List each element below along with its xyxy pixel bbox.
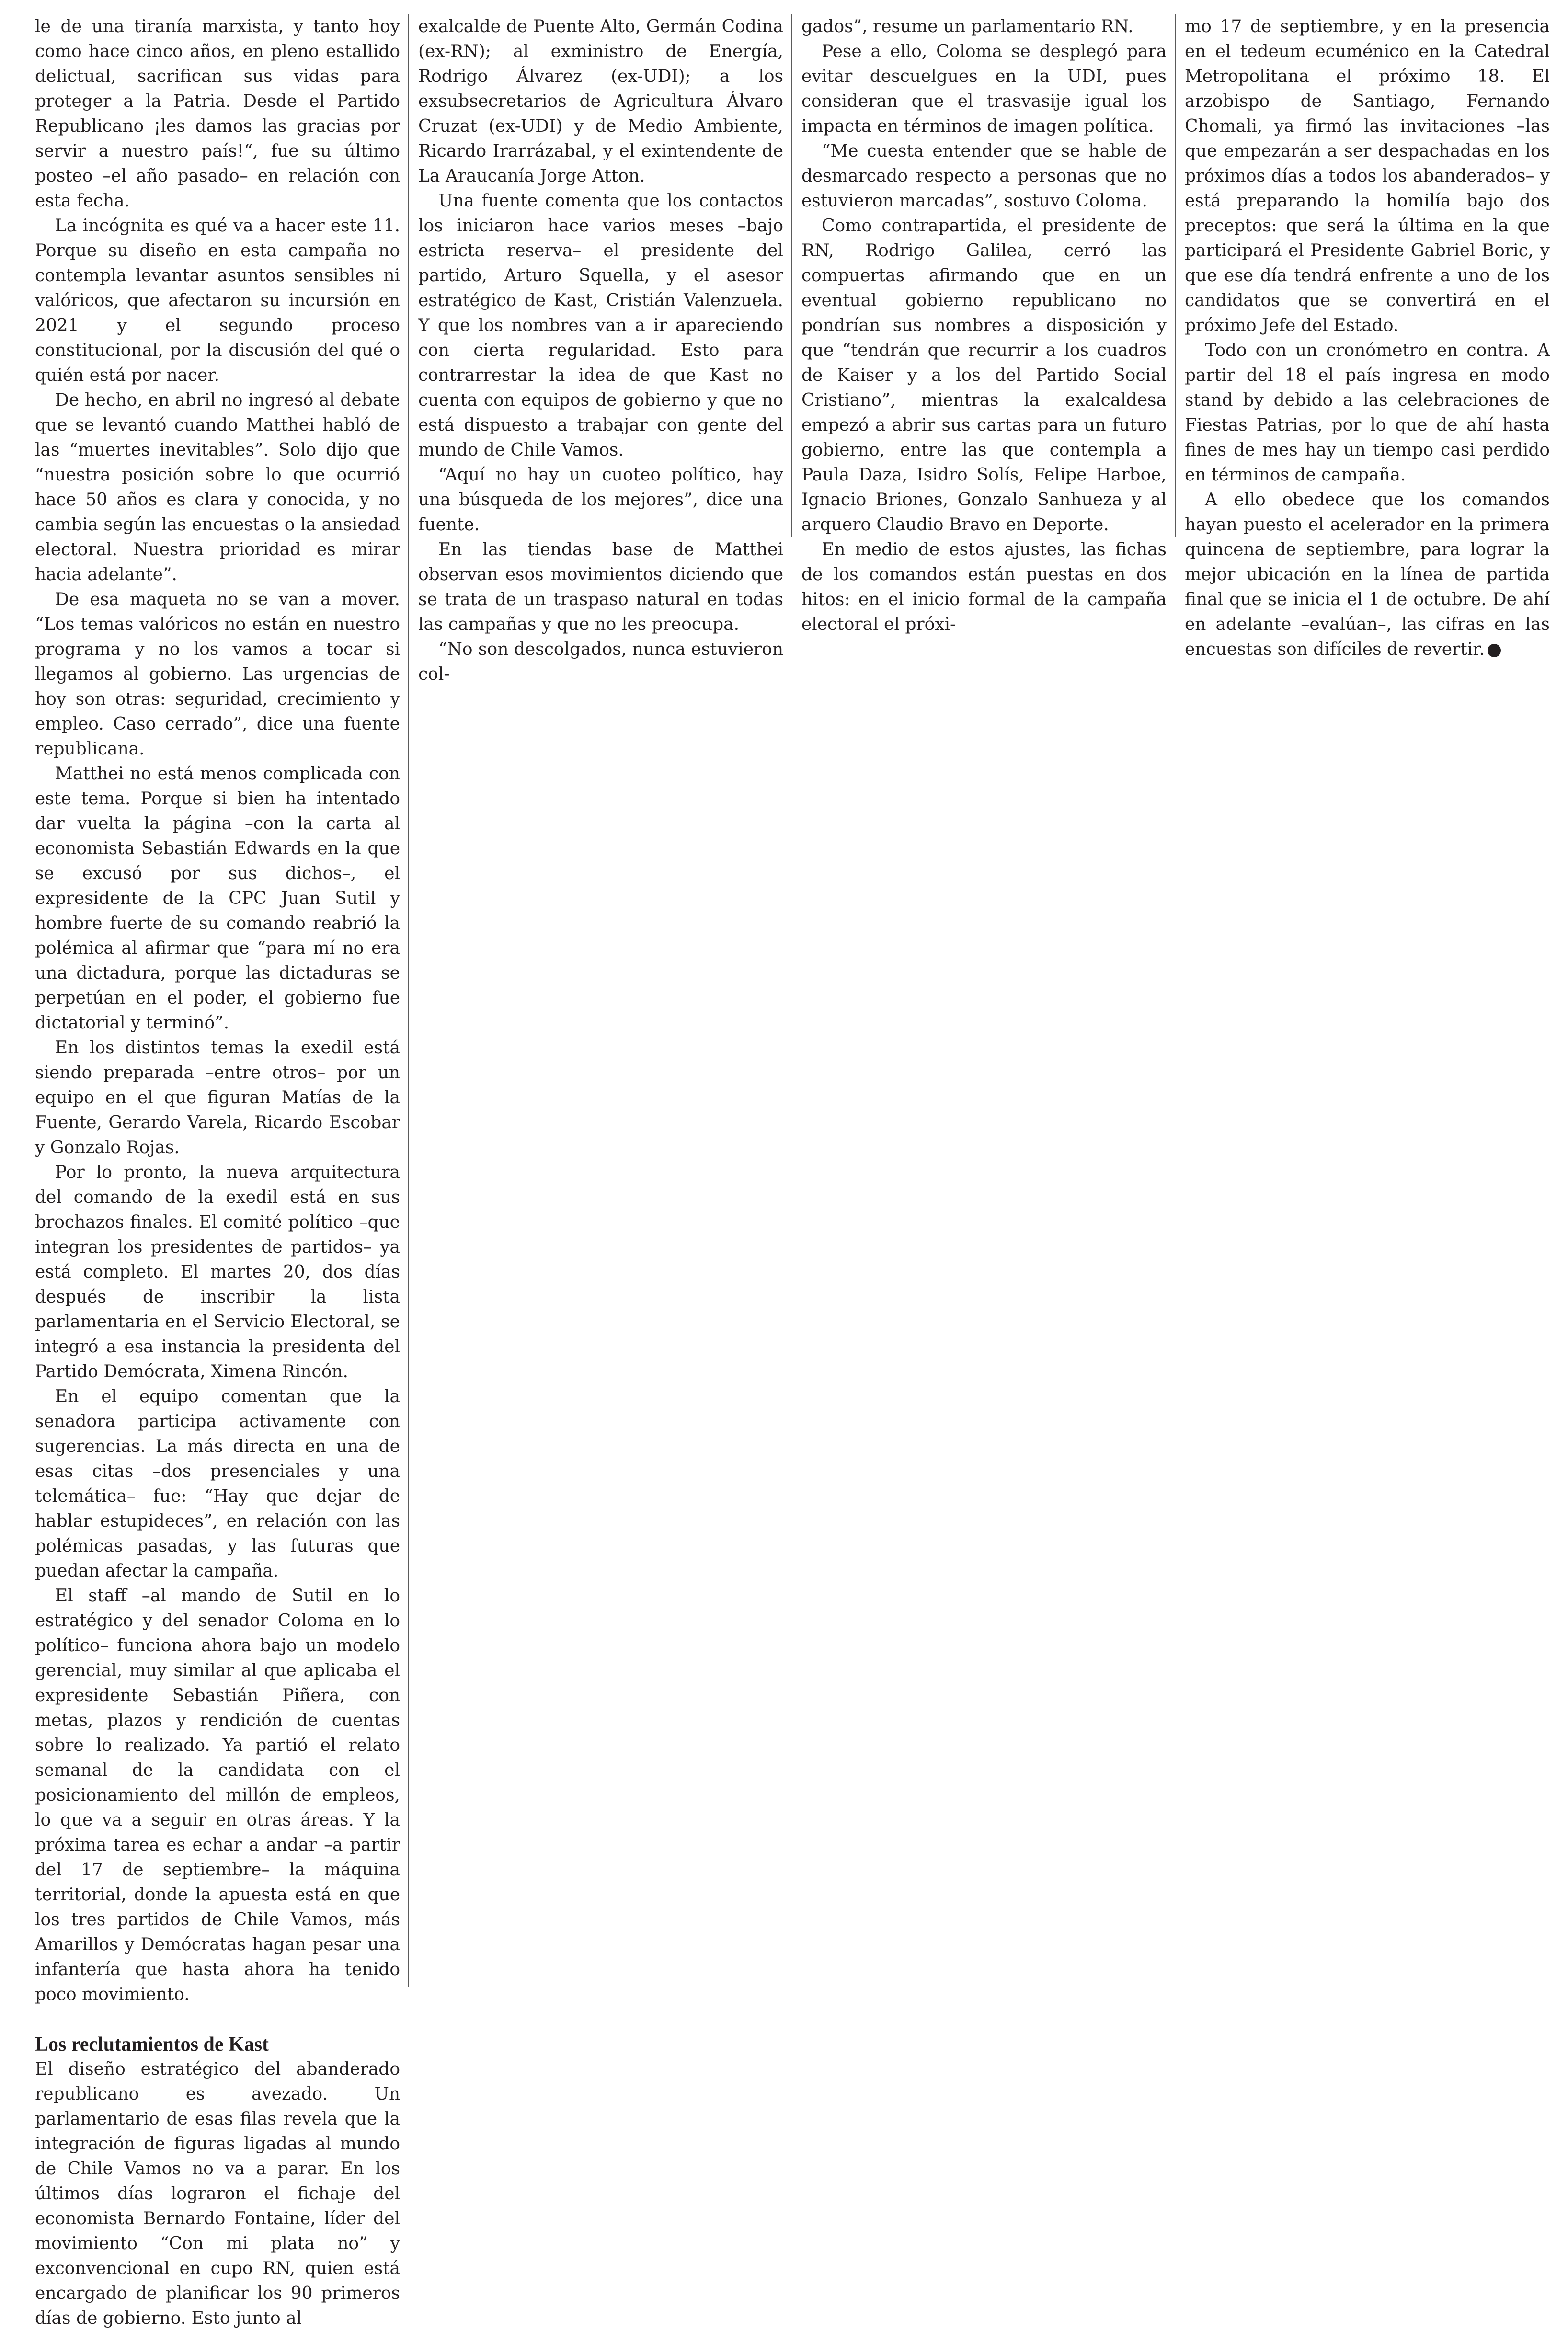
paragraph: En medio de estos ajustes, las fichas de los comandos están puestas en dos hitos: en el inicio formal de la campaña electoral el próxi- (801, 540, 1167, 634)
paragraph: De hecho, en abril no ingresó al debate que se levantó cuando Matthei habló de las “muertes inevitables”. Solo dijo que “nuestra posición sobre lo que ocurrió hace 50 años es clara y conocida, y no cambia según las encuestas o la ansiedad electoral. Nuestra prioridad es mirar hacia adelante”. (35, 390, 400, 584)
paragraph: En el equipo comentan que la senadora participa activamente con sugerencias. La más directa en una de esas citas –dos presenciales y una telemática– fue: “Hay que dejar de hablar estupideces”, en relación con las polémicas pasadas, y las futuras que puedan afectar la campaña. (35, 1387, 400, 1581)
column-rule (408, 14, 409, 1987)
paragraph: Matthei no está menos complicada con este tema. Porque si bien ha intentado dar vuelta la página –con la carta al economista Sebastián Edwards en la que se excusó por sus dichos–, el expresidente de la CPC Juan Sutil y hombre fuerte de su comando reabrió la polémica al afirmar que “para mí no era una dictadura, porque las dictaduras se perpetúan en el poder, el gobierno fue dictatorial y terminó”. (35, 764, 400, 1033)
paragraph: El diseño estratégico del abanderado republicano es avezado. Un parlamentario de esas filas revela que la integración de figuras ligadas al mundo de Chile Vamos no va a parar. En los últimos días lograron el fichaje del economista Bernardo Fontaine, líder del movimiento “Con mi plata no” y exconvencional en cupo RN, quien está encargado de planificar los 90 primeros días de gobierno. Esto junto al (35, 2059, 400, 2328)
paragraph: “Me cuesta entender que se hable de desmarcado respecto a personas que no estuvieron marcadas”, sostuvo Coloma. (801, 141, 1167, 211)
article-column-3 (801, 14, 1167, 637)
column-rule (791, 14, 792, 537)
paragraph: Por lo pronto, la nueva arquitectura del comando de la exedil está en sus brochazos finales. El comité político –que integran los presidentes de partidos– ya está completo. El martes 20, dos días después de inscribir la lista parlamentaria en el Servicio Electoral, se integró a esa instancia la presidenta del Partido Demócrata, Ximena Rincón. (35, 1163, 400, 1382)
paragraph-text: A ello obedece que los comandos hayan puesto el acelerador en la primera quincena de septiembre, para lograr la mejor ubicación en la línea de partida final que se inicia el 1 de octubre. De ahí en adelante –evalúan–, las cifras en las encuestas son difíciles de revertir. (1185, 490, 1550, 659)
column-rule (1175, 14, 1176, 537)
section-subheading: Los reclutamientos de Kast (35, 2034, 269, 2056)
article-column-1 (35, 14, 400, 2331)
paragraph: Todo con un cronómetro en contra. A partir del 18 el país ingresa en modo stand by debido a las celebraciones de Fiestas Patrias, por lo que de ahí hasta fines de mes hay un tiempo casi perdido en términos de campaña. (1185, 341, 1550, 485)
article-column-4 (1185, 14, 1550, 662)
paragraph: Como contrapartida, el presidente de RN, Rodrigo Galilea, cerró las compuertas afirmando que en un eventual gobierno republicano no pondrían sus nombres a disposición y que “tendrán que recurrir a los cuadros de Kaiser y a los del Partido Social Cristiano”, mientras la exalcaldesa empezó a abrir sus cartas para un futuro gobierno, entre las que contempla a Paula Daza, Isidro Solís, Felipe Harboe, Ignacio Briones, Gonzalo Sanhueza y al arquero Claudio Bravo en Deporte. (801, 216, 1167, 535)
paragraph: Una fuente comenta que los contactos los iniciaron hace varios meses –bajo estricta reserva– el presidente del partido, Arturo Squella, y el asesor estratégico de Kast, Cristián Valenzuela. Y que los nombres van a ir apareciendo con cierta regularidad. Esto para contrarrestar la idea de que Kast no cuenta con equipos de gobierno y que no está dispuesto a trabajar con gente del mundo de Chile Vamos. (418, 191, 783, 460)
paragraph: exalcalde de Puente Alto, Germán Codina (ex-RN); al exministro de Energía, Rodrigo Álvarez (ex-UDI); a los exsubsecretarios de Agricultura Álvaro Cruzat (ex-UDI) y de Medio Ambiente, Ricardo Irarrázabal, y el exintendente de La Araucanía Jorge Atton. (418, 17, 783, 186)
end-of-article-icon: D (1488, 644, 1501, 657)
paragraph: le de una tiranía marxista, y tanto hoy como hace cinco años, en pleno estallido delictual, sacrifican sus vidas para proteger a la Patria. Desde el Partido Republicano ¡les damos las gracias por servir a nuestro país!“, fue su último posteo –el año pasado– en relación con esta fecha. (35, 17, 400, 211)
paragraph: Pese a ello, Coloma se desplegó para evitar descuelgues en la UDI, pues consideran que el trasvasije igual los impacta en términos de imagen política. (801, 42, 1167, 136)
article-column-2 (418, 14, 783, 687)
paragraph: En las tiendas base de Matthei observan esos movimientos diciendo que se trata de un traspaso natural en todas las campañas y que no les preocupa. (418, 540, 783, 634)
paragraph: gados”, resume un parlamentario RN. (801, 17, 1133, 36)
paragraph: El staff –al mando de Sutil en lo estratégico y del senador Coloma en lo político– funciona ahora bajo un modelo gerencial, muy similar al que aplicaba el expresidente Sebastián Piñera, con metas, plazos y rendición de cuentas sobre lo realizado. Ya partió el relato semanal de la candidata con el posicionamiento del millón de empleos, lo que va a seguir en otras áreas. Y la próxima tarea es echar a andar –a partir del 17 de septiembre– la máquina territorial, donde la apuesta está en que los tres partidos de Chile Vamos, más Amarillos y Demócratas hagan pesar una infantería que hasta ahora ha tenido poco movimiento. (35, 1586, 400, 2004)
paragraph: mo 17 de septiembre, y en la presencia en el tedeum ecuménico en la Catedral Metropolitana el próximo 18. El arzobispo de Santiago, Fernando Chomali, ya firmó las invitaciones –las que empezarán a ser despachadas en los próximos días a todos los abanderados– y está preparando la homilía bajo dos preceptos: que será la última en la que participará el Presidente Gabriel Boric, y que ese día tendrá enfrente a uno de los candidatos que se convertirá en el próximo Jefe del Estado. (1185, 17, 1550, 335)
paragraph: “No son descolgados, nunca estuvieron col- (418, 640, 783, 684)
paragraph-final (1185, 488, 1550, 662)
paragraph: En los distintos temas la exedil está siendo preparada –entre otros– por un equipo en el que figuran Matías de la Fuente, Gerardo Varela, Ricardo Escobar y Gonzalo Rojas. (35, 1038, 400, 1157)
paragraph: “Aquí no hay un cuoteo político, hay una búsqueda de los mejores”, dice una fuente. (418, 465, 783, 535)
paragraph: De esa maqueta no se van a mover. “Los temas valóricos no están en nuestro programa y no los vamos a tocar si llegamos al gobierno. Las urgencias de hoy son otras: seguridad, crecimiento y empleo. Caso cerrado”, dice una fuente republicana. (35, 590, 400, 759)
paragraph: La incógnita es qué va a hacer este 11. Porque su diseño en esta campaña no contempla levantar asuntos sensibles ni valóricos, que afectaron su incursión en 2021 y el segundo proceso constitucional, por la discusión del qué o quién está por nacer. (35, 216, 400, 385)
